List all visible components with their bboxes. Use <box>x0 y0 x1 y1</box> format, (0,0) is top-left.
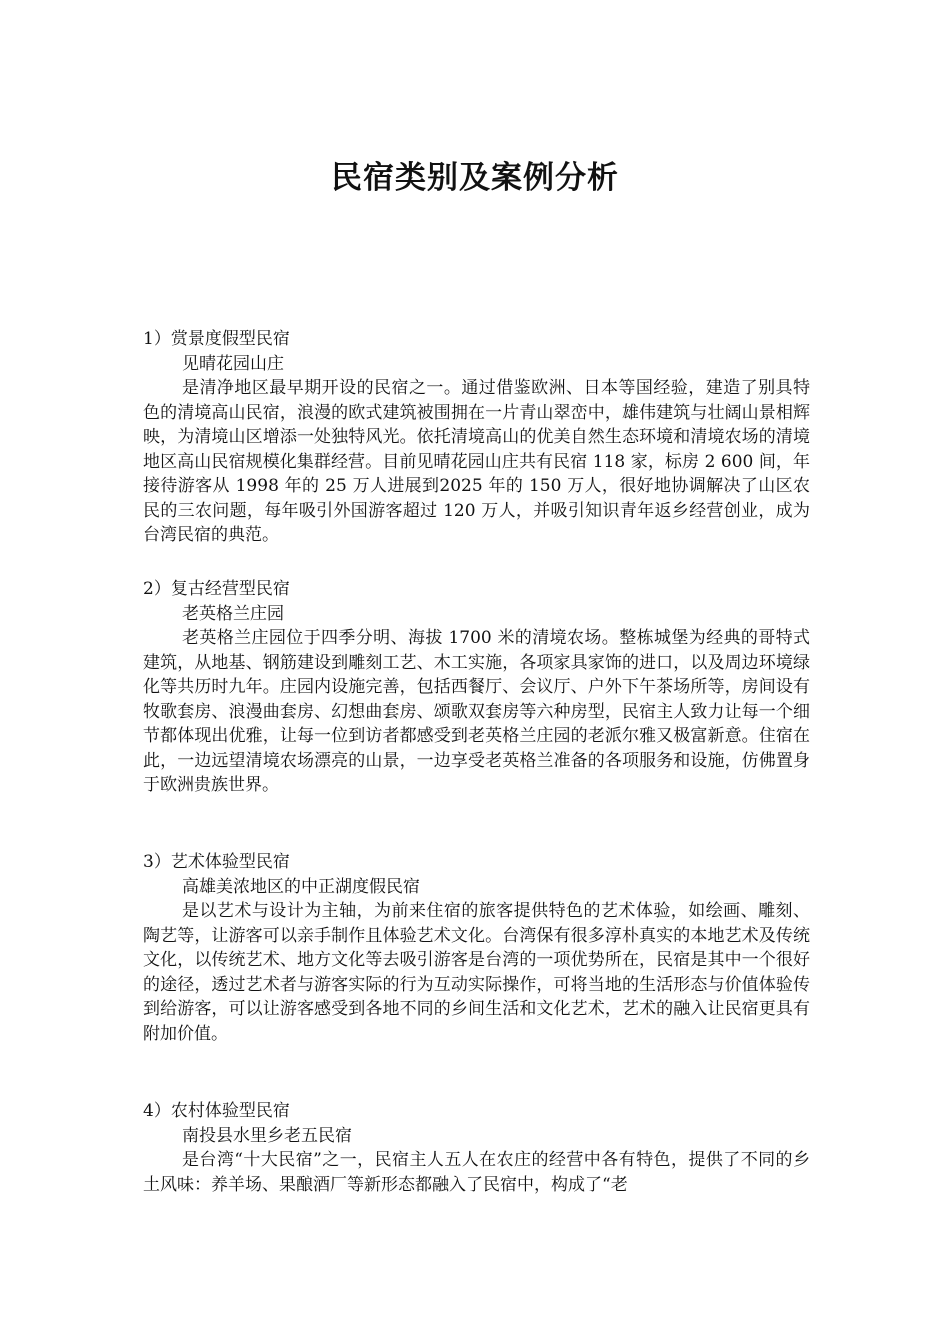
section-heading: 2）复古经营型民宿 <box>143 579 290 599</box>
section-body: 老英格兰庄园位于四季分明、海拔 1700 米的清境农场。整栋城堡为经典的哥特式建筑，从地基、钢筋建设到雕刻工艺、木工实施，各项家具家饰的进口，以及周边环境绿化等共历时九年。庄园内设施完善，包括西餐厅、会议厅、户外下午茶场所等，房间设有牧歌套房、浪漫曲套房、幻想曲套房、颂歌双套房等六种房型，民宿主人致力让每一个细节都体现出优雅，让每一位到访者都感受到老英格兰庄园的老派尔雅又极富新意。住宿在此，一边远望清境农场漂亮的山景，一边享受老英格兰准备的各项服务和设施，仿佛置身于欧洲贵族世界。 <box>143 628 810 795</box>
section-case-name: 老英格兰庄园 <box>182 603 284 624</box>
section-heading: 3）艺术体验型民宿 <box>143 852 290 872</box>
section-3 <box>143 850 810 1046</box>
section-body: 是清净地区最早期开设的民宿之一。通过借鉴欧洲、日本等国经验，建造了别具特色的清境高山民宿，浪漫的欧式建筑被围拥在一片青山翠峦中，雄伟建筑与壮阔山景相辉映，为清境山区增添一处独特风光。依托清境高山的优美自然生态环境和清境农场的清境地区高山民宿规模化集群经营。目前见晴花园山庄共有民宿 118 家，标房 2 600 间，年接待游客从 1998 年的 25 万人进展到2025 年的 150 万人，很好地协调解决了山区农民的三农问题，每年吸引外国游客超过 120 万人，并吸引知识青年返乡经营创业，成为台湾民宿的典范。 <box>143 378 810 545</box>
section-4 <box>143 1099 810 1204</box>
section-case-name: 高雄美浓地区的中正湖度假民宿 <box>182 876 420 897</box>
section-case-name: 见晴花园山庄 <box>182 353 284 374</box>
document-title: 民宿类别及案例分析 <box>331 160 619 196</box>
section-2 <box>143 577 810 798</box>
section-body: 是以艺术与设计为主轴，为前来住宿的旅客提供特色的艺术体验，如绘画、雕刻、陶艺等，让游客可以亲手制作且体验艺术文化。台湾保有很多淳朴真实的本地艺术及传统文化，以传统艺术、地方文化等去吸引游客是台湾的一项优势所在，民宿是其中一个很好的途径，透过艺术者与游客实际的行为互动实际操作，可将当地的生活形态与价值体验传到给游客，可以让游客感受到各地不同的乡间生活和文化艺术，艺术的融入让民宿更具有附加价值。 <box>143 901 810 1044</box>
section-heading: 1）赏景度假型民宿 <box>143 329 290 349</box>
section-heading: 4）农村体验型民宿 <box>143 1101 290 1121</box>
section-body: 是台湾“十大民宿”之一，民宿主人五人在农庄的经营中各有特色，提供了不同的乡土风味：养羊场、果酿酒厂等新形态都融入了民宿中，构成了“老 <box>143 1150 810 1195</box>
section-case-name: 南投县水里乡老五民宿 <box>182 1125 352 1146</box>
section-1 <box>143 327 810 548</box>
